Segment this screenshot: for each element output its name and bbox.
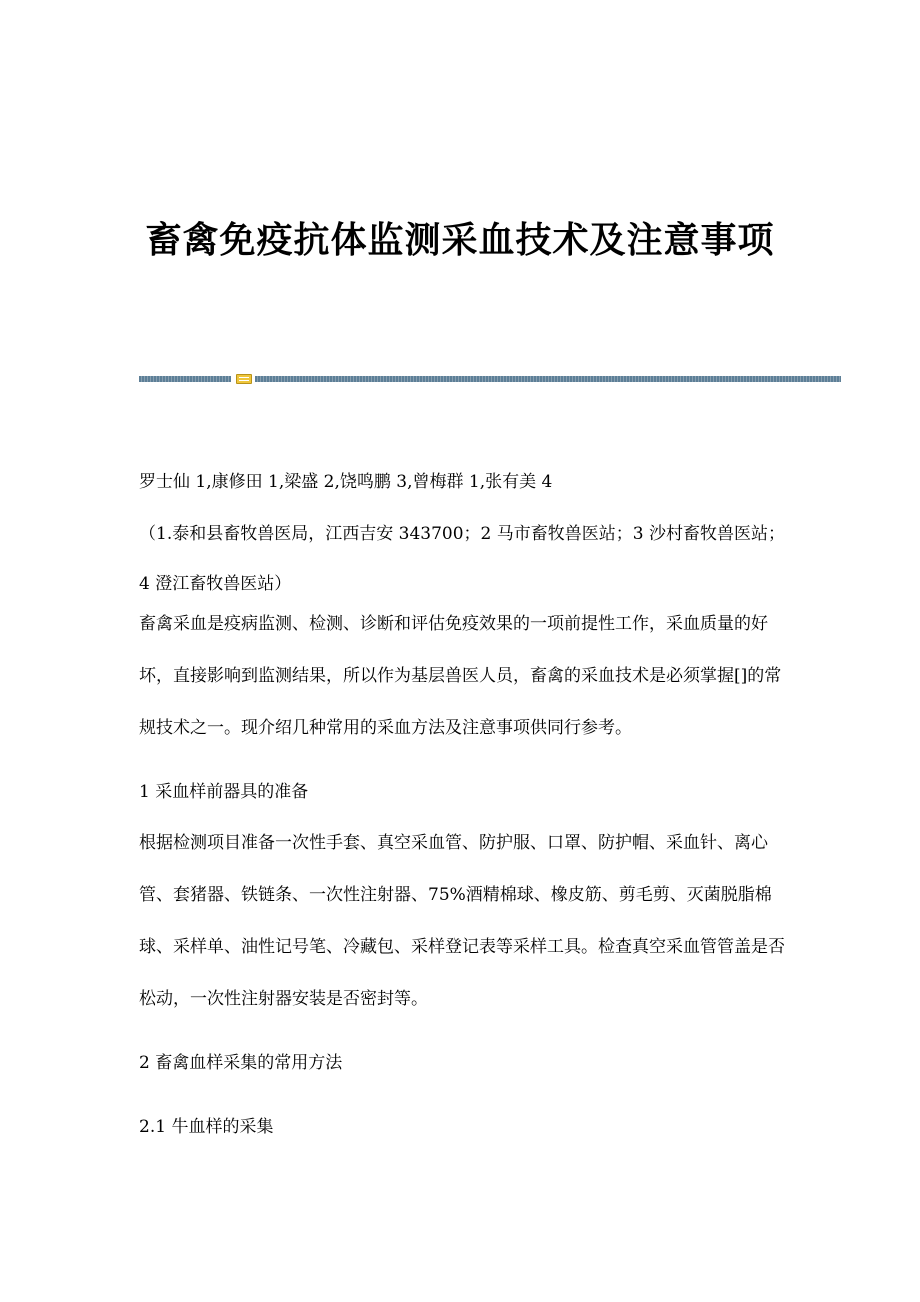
section-2-heading: 2 畜禽血样采集的常用方法 <box>139 1053 343 1073</box>
article-body <box>139 469 789 1165</box>
divider-bar-right <box>255 376 841 382</box>
section-2-1-heading: 2.1 牛血样的采集 <box>139 1117 274 1137</box>
author-list: 罗士仙 1,康修田 1,梁盛 2,饶鸣鹏 3,曾梅群 1,张有美 4 <box>139 472 553 492</box>
page-title: 畜禽免疫抗体监测采血技术及注意事项 <box>145 219 775 261</box>
envelope-icon <box>236 374 252 384</box>
section-1-heading: 1 采血样前器具的准备 <box>139 782 309 802</box>
title-divider <box>139 374 841 384</box>
divider-bar-left <box>139 376 231 382</box>
section-1-paragraph: 根据检测项目准备一次性手套、真空采血管、防护服、口罩、防护帽、采血针、离心管、套猪器、铁链条、一次性注射器、75%酒精棉球、橡皮筋、剪毛剪、灭菌脱脂棉球、采样单、油性记号笔、冷藏包、采样登记表等采样工具。检查真空采血管管盖是否松动，一次性注射器安装是否密封等。 <box>139 833 785 1009</box>
intro-paragraph: 畜禽采血是疫病监测、检测、诊断和评估免疫效果的一项前提性工作，采血质量的好坏，直接影响到监测结果，所以作为基层兽医人员，畜禽的采血技术是必须掌握[]的常规技术之一。现介绍几种常用的采血方法及注意事项供同行参考。 <box>139 614 782 738</box>
affiliation: （1.泰和县畜牧兽医局，江西吉安 343700；2 马市畜牧兽医站；3 沙村畜牧兽医站；4 澄江畜牧兽医站） <box>139 524 785 594</box>
